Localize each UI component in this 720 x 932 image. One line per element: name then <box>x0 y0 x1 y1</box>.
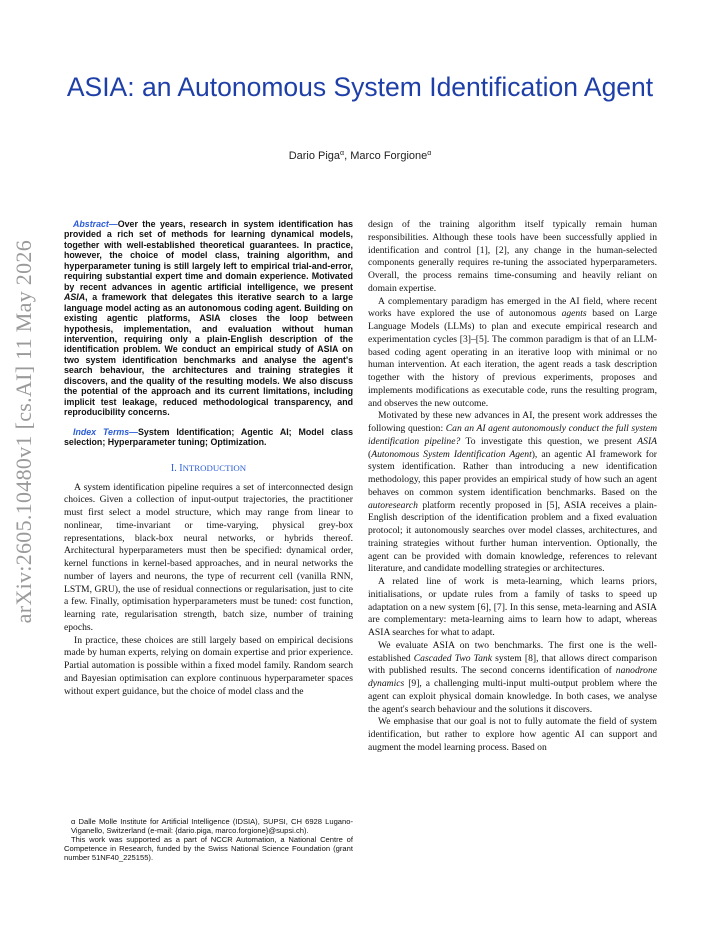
text-run: Motivated by these new advances in AI, the present work addresses the following question: <box>368 410 657 434</box>
affiliation-mark: α <box>427 150 432 157</box>
paragraph: A related line of work is meta-learning, which learns priors, initialisations, or update rules from a family of tasks to speed up adaptation on a new system [6], [7]. In this sense, meta-learning and ASIA are complementary: meta-learning aims to learn how to adapt, whereas ASIA searches for what to adapt. <box>368 576 657 638</box>
text-run: [9], a challenging multi-input multi-output problem where the agent can exploit physical domain knowledge. In both cases, we analyse the agent's search behaviour and the solutions it discovers. <box>368 678 657 715</box>
abstract-asia: ASIA <box>64 292 86 303</box>
emphasis: nanodrone dynamics <box>368 665 657 689</box>
emphasis: Autonomous System Identification Agent <box>371 448 532 460</box>
section-number: I. <box>170 462 180 474</box>
text-run: To investigate this question, we present <box>460 435 638 447</box>
paragraph <box>368 640 657 717</box>
author-separator: , <box>344 150 351 162</box>
emphasis: ASIA <box>637 435 657 447</box>
paragraph: A system identification pipeline requires a set of interconnected design choices. Given a collection of input-output trajectories, the practitioner must first select a model structure, which may range from linear to nonlinear, time-invariant or time-varying, physical grey-box representations, black-box neural networks, or hybrids thereof. Architectural hyperparameters must then be specified: dynamical order, kernel functions in kernel-based approaches, and in neural networks the number of layers and neurons, the type of recurrent cell (vanilla RNN, LSTM, GRU), the use of residual connections or regularisation, just to cite a few. Finally, optimisation hyperparameters must be tuned: cost function, learning rate, regularisation strength, batch size, number of training epochs. <box>64 481 353 633</box>
abstract-text-continued: , a framework that delegates this iterative search to a large language model acting as an autonomous coding agent. Building on existing agentic platforms, ASIA closes the loop between hypothesis, implementation, and evaluation without human intervention, requiring only a plain-English description of the identification problem. We conduct an empirical study of ASIA on two system identification benchmarks and analyse the agent's search behaviour, the architectures and training strategies it discovers, and the quality of the resulting models. We also discuss the potential of the approach and its current limitations, including implicit test leakage, reduced methodological transparency, and reproducibility concerns. <box>64 292 353 418</box>
footnote-affiliation: α Dalle Molle Institute for Artificial Intelligence (IDSIA), SUPSI, CH 6928 Lugano-Viganello, Switzerland (e-mail: {dario.piga, marco.forgione}@supsi.ch). <box>71 817 353 835</box>
index-terms-label: Index Terms— <box>73 426 139 437</box>
text-run: platform recently proposed in [5], ASIA receives a plain-English description of the identification problem and a fixed evaluation protocol; it autonomously searches over model classes, architectures, and training strategies without further human intervention. Optionally, the agent can be provided with domain knowledge, references to relevant literature, and candidate modelling strategies or architectures. <box>368 499 657 575</box>
text-run: We evaluate ASIA on two benchmarks. The first one is the well-established <box>368 639 657 664</box>
section-heading-introduction <box>64 462 353 475</box>
author-name: Dario Piga <box>288 150 341 162</box>
paragraph: design of the training algorithm itself typically remain human responsibilities. Although these tools have been successfully applied in identification and control [1], [2], any change in the human-selected components generally requires re-tuning the associated hyperparameters. Overall, the process remains time-consuming and heavily reliant on domain expertise. <box>368 219 657 294</box>
left-column <box>64 219 353 889</box>
emphasis: autoresearch <box>368 499 418 511</box>
arxiv-stamp-text: arXiv:2605.10480v1 [cs.AI] 11 May 2026 <box>11 240 36 624</box>
arxiv-stamp <box>6 240 42 660</box>
text-run: ( <box>368 448 372 460</box>
abstract <box>64 219 353 418</box>
footnotes <box>64 817 353 862</box>
paper-title: ASIA: an Autonomous System Identification Agent <box>66 72 654 102</box>
author-name: Marco Forgione <box>350 150 428 162</box>
paragraph <box>368 410 657 576</box>
footnote-funding: This work was supported as a part of NCCR Automation, a National Centre of Competence in Research, funded by the Swiss National Science Foundation (grant number 51NF40_225155). <box>64 835 353 862</box>
paragraph: In practice, these choices are still largely based on empirical decisions made by human experts, relying on domain expertise and prior experience. Partial automation is possible within a fixed model family. Random search and Bayesian optimisation can explore continuous hyperparameter spaces without expert guidance, but the choice of model class and the <box>64 634 353 697</box>
text-run: A complementary paradigm has emerged in the AI field, where recent works have explored the use of autonomous <box>368 295 657 320</box>
section-first-letter: I <box>179 462 183 474</box>
text-run: ), an agentic AI framework for system identification. Rather than introducing a new identification methodology, this paper provides an empirical study of how such an agent behaves on common system identification benchmarks. Based on the <box>368 448 657 498</box>
text-run: based on Large Language Models (LLMs) to plan and execute empirical research and experimentation cycles [3]–[5]. The common paradigm is that of an LLM-based coding agent operating in an iterative loop with minimal or no human intervention. At each iteration, the agent reads a task description together with the history of previous experiments, proposes and implements modifications as executable code, runs the resulting program, and observes the new outcome. <box>368 308 657 409</box>
abstract-text: Over the years, research in system identification has provided a rich set of methods for learning dynamical models, together with well-established theoretical guarantees. In practice, however, the choice of model class, training algorithm, and hyperparameter tuning is still largely left to empirical trial-and-error, requiring substantial expert time and domain experience. Motivated by recent advances in agentic artificial intelligence, we present <box>64 219 353 292</box>
author-line <box>60 149 660 163</box>
research-question: Can an AI agent autonomously conduct the full system identification pipeline? <box>368 423 658 447</box>
index-terms <box>64 427 353 448</box>
paragraph: We emphasise that our goal is not to fully automate the field of system identification, but rather to explore how agentic AI can support and augment the model learning process. Based on <box>368 716 657 753</box>
section-title-rest: NTRODUCTION <box>182 462 247 473</box>
affiliation-mark: α <box>340 150 345 157</box>
text-run: system [8], that allows direct comparison with published results. The second concerns identification of <box>368 652 657 677</box>
emphasis: Cascaded Two Tank <box>413 652 492 664</box>
right-column <box>368 219 657 895</box>
emphasis: agents <box>561 308 587 320</box>
index-terms-text: System Identification; Agentic AI; Model class selection; Hyperparameter tuning; Optimization. <box>64 426 353 448</box>
abstract-label: Abstract— <box>73 219 118 229</box>
paragraph <box>368 296 657 411</box>
